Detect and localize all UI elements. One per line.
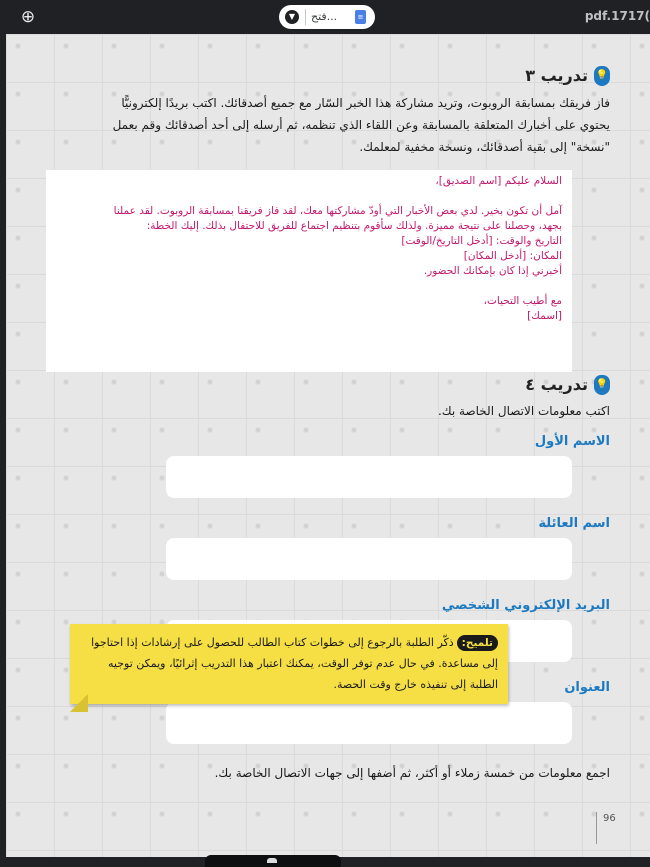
lightbulb-icon: 💡 bbox=[594, 375, 610, 395]
personal-email-label: البريد الإلكتروني الشخصي bbox=[441, 598, 610, 613]
pill-divider bbox=[305, 9, 306, 25]
email-line bbox=[50, 189, 562, 204]
description-line: فاز فريقك بمسابقة الروبوت، وتريد مشاركة هذا الخبر السّار مع جميع أصدقائك. اكتب بريدًا إلكترونيًّا bbox=[121, 96, 610, 110]
hint-line-1: ذكّر الطلبة بالرجوع إلى خطوات كتاب الطالب للحصول على إرشادات إذا احتاجوا bbox=[91, 636, 454, 649]
email-line: مع أطيب التحيات، bbox=[483, 295, 562, 307]
document-icon: ≡ bbox=[355, 10, 366, 24]
exercise-3-title: تدريب ٣ bbox=[525, 66, 588, 85]
page-controls-handle[interactable] bbox=[205, 855, 341, 867]
lightbulb-icon: 💡 bbox=[594, 66, 610, 86]
email-body bbox=[50, 174, 562, 324]
description-line: يحتوي على أخبارك المتعلقة بالمسابقة وعن اللقاء الذي تنظمه، ثم أرسله إلى أحد أصدقائك وقم بعمل bbox=[112, 118, 610, 132]
hint-note bbox=[70, 624, 508, 704]
first-name-label: الاسم الأول bbox=[534, 434, 610, 449]
add-to-drive-icon[interactable]: ⊕ bbox=[20, 7, 36, 27]
hint-tag: تلميح: bbox=[457, 635, 498, 651]
hint-line-2: إلى مساعدة. في حال عدم توفر الوقت، يمكنك اعتبار هذا التدريب إثرائيًا، ويمكن توجيه bbox=[108, 657, 498, 670]
email-line: آمل أن تكون بخير. لدي بعض الأخبار التي أودّ مشاركتها معك، لقد فاز فريقنا بمسابقة الروبوت. لقد عملنا bbox=[113, 205, 562, 217]
open-with-label: فتح... bbox=[311, 10, 338, 23]
exercise-4-instruction: اكتب معلومات الاتصال الخاصة بك. bbox=[437, 404, 610, 418]
hint-text bbox=[78, 632, 498, 695]
email-line: [اسمك] bbox=[527, 310, 562, 322]
page-number: 96 bbox=[596, 812, 616, 844]
viewer-toolbar bbox=[0, 0, 650, 34]
email-line: أخبرني إذا كان بإمكانك الحضور. bbox=[423, 265, 562, 277]
email-line: بجهد، وحصلنا على نتيجة مميزة. ولذلك سأقوم بتنظيم اجتماع للفريق للاحتفال بذلك. إليك الخطة: bbox=[146, 220, 562, 232]
email-sample-box bbox=[46, 170, 572, 372]
email-line: المكان: [أدخل المكان] bbox=[463, 250, 562, 262]
email-line: السلام عليكم [اسم الصديق]، bbox=[435, 175, 562, 187]
address-field[interactable] bbox=[166, 702, 572, 744]
exercise-4-footer-instruction: اجمع معلومات من خمسة زملاء أو أكثر، ثم أضفها إلى جهات الاتصال الخاصة بك. bbox=[214, 766, 610, 780]
email-line: التاريخ والوقت: [أدخل التاريخ/الوقت] bbox=[401, 235, 562, 247]
first-name-field[interactable] bbox=[166, 456, 572, 498]
last-name-label: اسم العائلة bbox=[538, 516, 610, 531]
exercise-4-title: تدريب ٤ bbox=[525, 375, 588, 394]
open-with-button[interactable] bbox=[279, 5, 375, 29]
file-name: pdf.1717( bbox=[584, 9, 650, 23]
description-line: "نسخة" إلى بقية أصدقائك، ونسخة مخفية لمعلمك. bbox=[359, 140, 610, 154]
last-name-field[interactable] bbox=[166, 538, 572, 580]
exercise-3-description bbox=[50, 92, 610, 158]
address-label: العنوان bbox=[564, 680, 610, 695]
email-line bbox=[50, 279, 562, 294]
hint-fold-corner bbox=[70, 694, 88, 712]
handle-indicator bbox=[267, 858, 277, 863]
chevron-down-icon[interactable]: ▼ bbox=[285, 10, 299, 24]
hint-line bbox=[78, 632, 498, 653]
hint-line-3: الطلبة إلى تنفيذه خارج وقت الحصة. bbox=[333, 678, 498, 691]
pdf-page bbox=[6, 34, 650, 857]
